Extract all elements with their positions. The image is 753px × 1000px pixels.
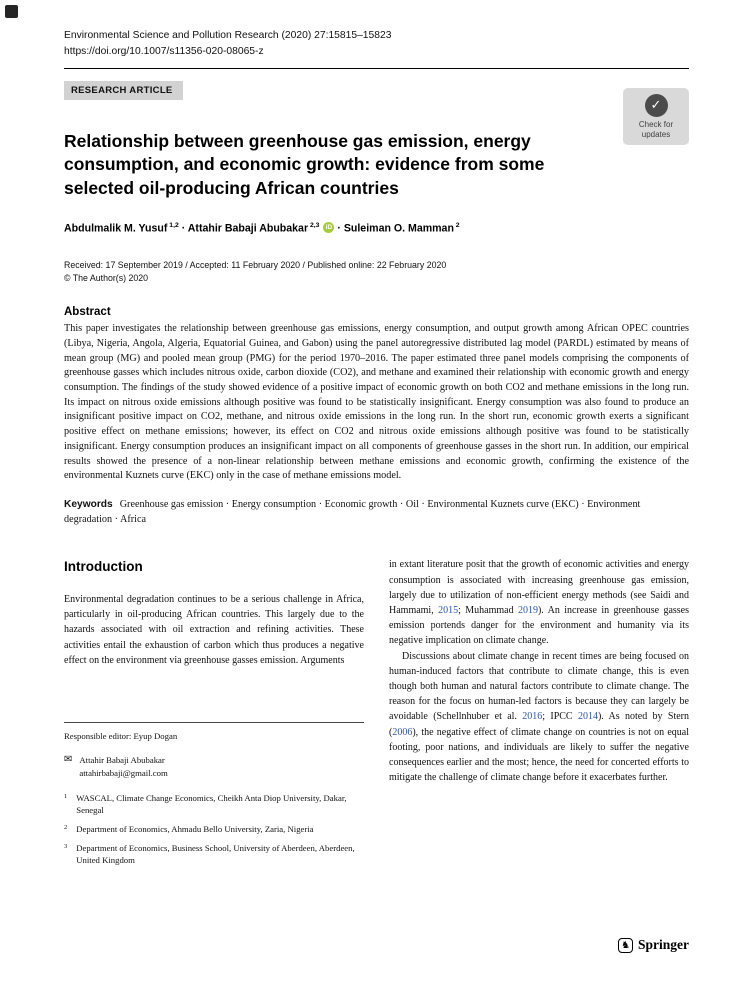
introduction-paragraph-right-2: [389, 649, 689, 786]
springer-logo: [618, 937, 689, 953]
keywords-label: Keywords: [64, 498, 113, 510]
footnote-block: [64, 722, 364, 873]
page-corner-mark: [5, 5, 18, 18]
citation-link[interactable]: 2006: [392, 726, 413, 738]
affiliation-number: 2: [64, 824, 68, 832]
affiliation-number: 3: [64, 843, 68, 851]
text-segment: ), the negative effect of climate change on countries is not on equal footing, poor nations, and individuals are likely to suffer the negative consequences earlier and the most; hence, the need for concerted efforts to mitigate the challenge of climate change before it exacerbates further.: [389, 726, 689, 784]
author-separator: ·: [178, 222, 188, 235]
abstract-text: This paper investigates the relationship between greenhouse gas emissions, energy consumption, and output growth among African OPEC countries (Libya, Nigeria, Angola, Algeria, Equatorial Guinea, and Gabon) using the panel autoregressive distributed lag model (PARDL) estimated by means of mean group (MG) and pooled mean group (PMG) for the period 1970–2016. The paper estimated three panel models comprising the components of greenhouse gasses which includes nitrous oxide, carbon dioxide (CO2), and methane and examined their relationship with economic growth and energy consumption. The findings of the study showed evidence of a positive impact of economic growth on both CO2 and methane emissions in the long run. Its impact on nitrous oxide emissions although positive was found to be statistically insignificant. Energy consumption was also found to produce an insignificant positive impact on CO2, methane, and nitrous oxide emissions in the long run. In the short run, economic growth exerts a significant positive effect on methane emissions; however, its effect on CO2 and nitrous oxide emissions although positive was found to be statistically insignificant. Energy consumption produces an insignificant impact on all components of greenhouse gasses in the short run. In addition, our empirical results showed the presence of a non-linear relationship between methane emissions and economic growth, confirming the existence of the environmental Kuznets curve (EKC) only in the case of methane emissions model.: [64, 323, 689, 482]
crossmark-check-glyph: ✓: [650, 97, 662, 113]
envelope-icon: ✉: [64, 754, 73, 766]
text-segment: ). An increase in greenhouse gasses emission portends danger for the environment and humanity via its negative implication on climate change.: [389, 605, 689, 647]
crossmark-icon: [645, 94, 668, 117]
citation-link[interactable]: 2014: [577, 711, 598, 723]
author-list: [64, 222, 689, 235]
correspondence-email[interactable]: attahirbabaji@gmail.com: [79, 768, 168, 779]
text-segment: in extant literature posit that the growth of economic activities and energy consumption is associated with increasing greenhouse gas emission, largely due to utilization of non-efficient energy methods (see Saidi and Hammami,: [389, 559, 689, 617]
check-for-updates-badge[interactable]: [623, 88, 689, 145]
affiliation-text: WASCAL, Climate Change Economics, Cheikh Anta Diop University, Dakar, Senegal: [76, 793, 347, 816]
introduction-heading: Introduction: [64, 559, 143, 575]
affiliation-item: [64, 792, 364, 816]
citation-link[interactable]: 2015: [438, 605, 459, 617]
journal-citation: Environmental Science and Pollution Research (2020) 27:15815–15823: [64, 30, 392, 41]
introduction-paragraph-right-1: [389, 557, 689, 648]
left-column: [64, 557, 364, 873]
copyright-line: © The Author(s) 2020: [64, 273, 149, 284]
text-segment: ; IPCC: [542, 711, 578, 723]
badge-row: [64, 80, 689, 100]
publisher-name: Springer: [637, 937, 689, 952]
abstract-section: [64, 306, 689, 484]
doi-link[interactable]: https://doi.org/10.1007/s11356-020-08065-z: [64, 46, 264, 57]
affiliation-number: 1: [64, 793, 68, 801]
orcid-icon[interactable]: iD: [323, 222, 334, 233]
correspondence-block: [64, 754, 364, 779]
affiliation-item: [64, 842, 364, 866]
author-affiliation-sup: 2,3: [308, 221, 320, 229]
header-divider: [64, 68, 689, 69]
author-affiliation-sup: 1,2: [167, 221, 179, 229]
author-affiliation-sup: 2: [453, 221, 460, 229]
responsible-editor-note: Responsible editor: Eyup Dogan: [64, 731, 178, 742]
affiliation-text: Department of Economics, Ahmadu Bello University, Zaria, Nigeria: [76, 824, 314, 835]
footnote-divider: [64, 722, 364, 723]
text-segment: ; Muhammad: [458, 605, 518, 617]
right-column: [389, 557, 689, 873]
affiliation-item: [64, 823, 364, 835]
springer-knight-icon: ♞: [618, 938, 633, 953]
keywords-text: Greenhouse gas emission · Energy consumption · Economic growth · Oil · Environmental Kuznets curve (EKC) · Environment degradation · Africa: [64, 498, 641, 525]
author-name: Attahir Babaji Abubakar: [187, 222, 309, 235]
citation-link[interactable]: 2019: [517, 605, 538, 617]
article-title: Relationship between greenhouse gas emission, energy consumption, and economic growth: evidence from some selected oil-producing African countries: [64, 131, 545, 198]
correspondence-name: Attahir Babaji Abubakar: [79, 755, 165, 766]
citation-link[interactable]: 2016: [522, 711, 543, 723]
correspondence-details: [79, 754, 167, 779]
text-segment: ). As noted by Stern (: [389, 711, 689, 738]
abstract-heading: Abstract: [64, 306, 111, 319]
author-name: Abdulmalik M. Yusuf: [64, 222, 168, 235]
keywords-line: [64, 498, 689, 528]
crossmark-label: Check for updates: [638, 119, 674, 139]
affiliation-text: Department of Economics, Business School, University of Aberdeen, Aberdeen, United Kingdom: [76, 843, 355, 866]
author-separator: ·: [334, 222, 344, 235]
text-segment: Discussions about climate change in recent times are being focused on human-induced factors that contribute to climate change, this is even though both human and natural factors contribute to climate change. The reason for the focus on human-led factors is because they can largely be avoidable (Schellnhuber et al.: [389, 650, 689, 723]
two-column-body: [64, 557, 689, 873]
dates-line: Received: 17 September 2019 / Accepted: 11 February 2020 / Published online: 22 February 2020: [64, 260, 447, 271]
introduction-paragraph-left: Environmental degradation continues to be a serious challenge in Africa, particularly in oil-producing African countries. This largely due to the hazards associated with oil extraction and refining activities. These activities entail the exhaustion of carbon which thus produces a negative effect on the environment via greenhouse gasses emission. Arguments: [64, 593, 364, 666]
article-type-badge: RESEARCH ARTICLE: [64, 81, 183, 100]
author-name: Suleiman O. Mamman: [343, 222, 454, 235]
